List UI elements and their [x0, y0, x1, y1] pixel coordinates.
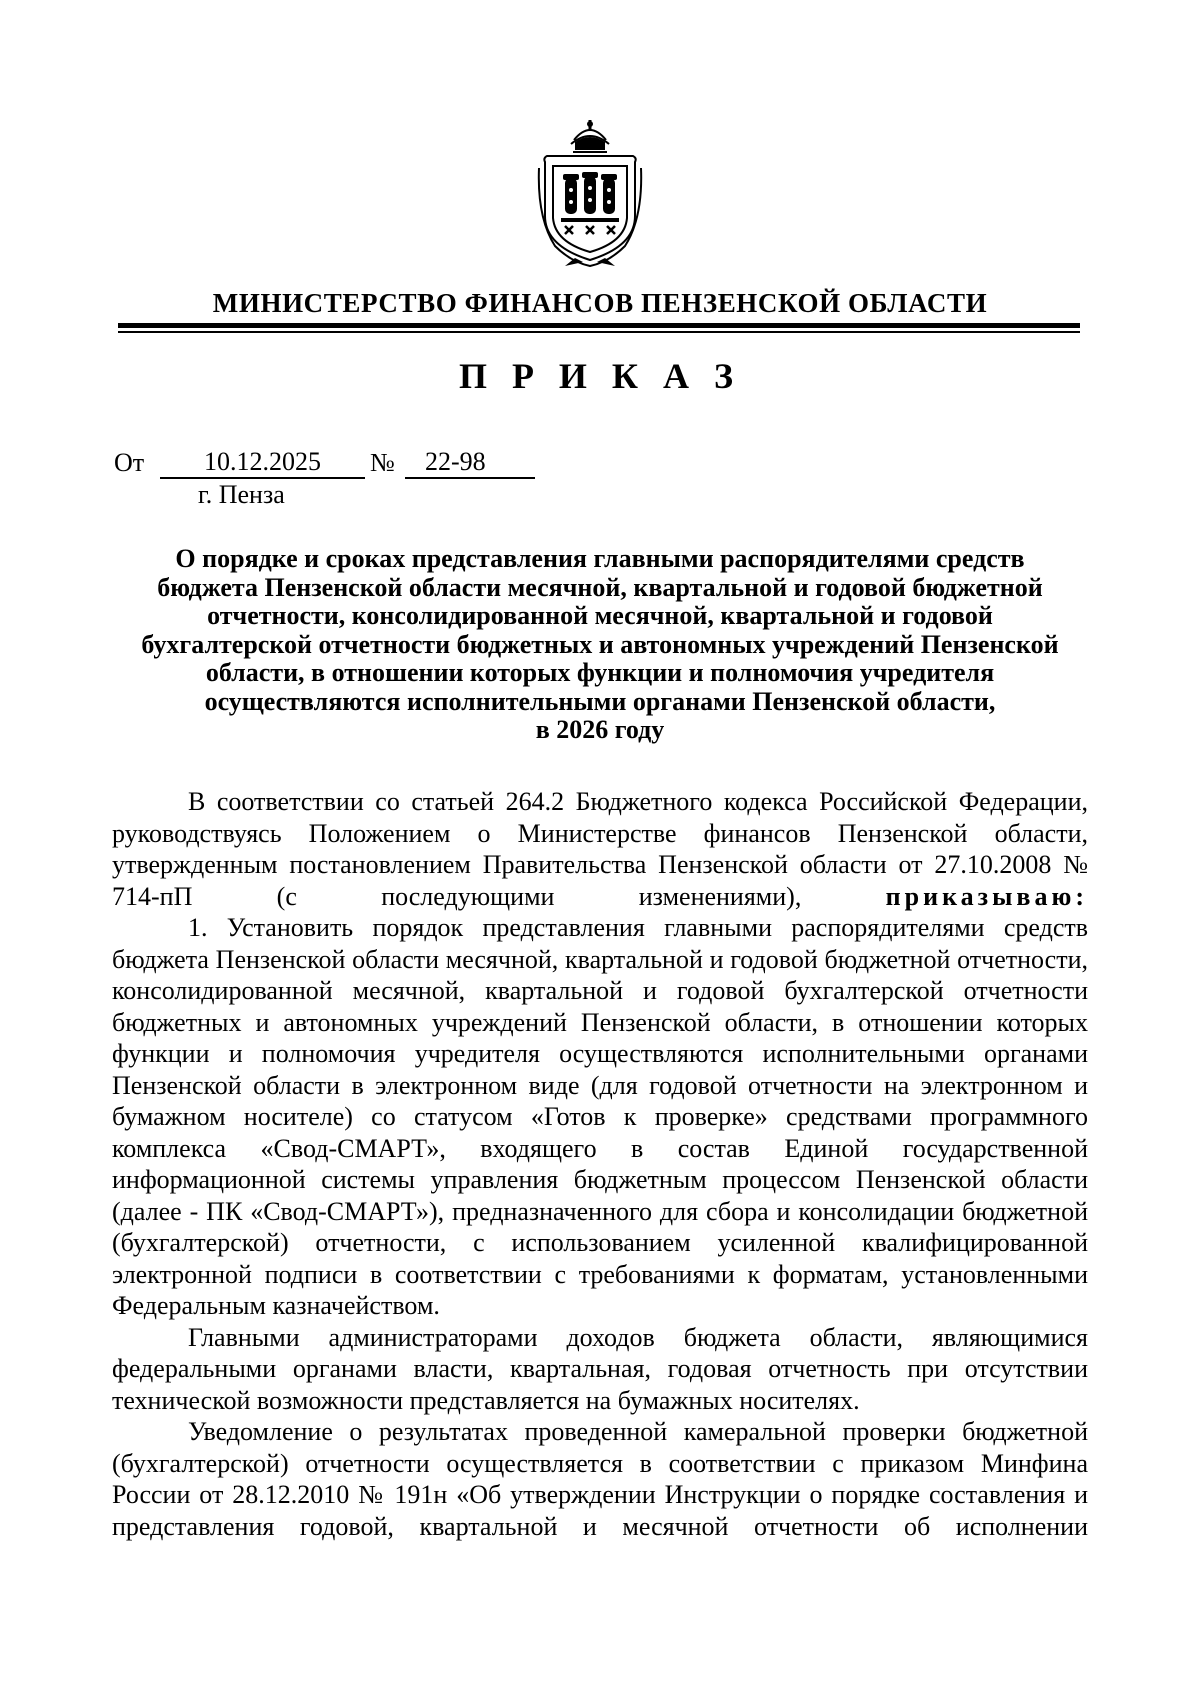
title-line: осуществляются исполнительными органами Пензенской области,	[204, 686, 996, 716]
notification-paragraph: Уведомление о результатах проведенной камеральной проверки бюджетной (бухгалтерской) отчетности осуществляется в соответствии с приказом Минфина России от 28.12.2010 № 191н «Об утверждении Инструкции о порядке составления и представления годовой, квартальной и месячной отчетности об исполнении	[112, 1417, 1088, 1541]
number-label: №	[370, 448, 395, 477]
header-rule-thick	[118, 323, 1080, 328]
title-line: отчетности, консолидированной месячной, квартальной и годовой	[207, 601, 993, 630]
order-body	[112, 786, 1088, 1542]
order-date: 10.12.2025	[160, 447, 365, 479]
title-line: бюджета Пензенской области месячной, квартальной и годовой бюджетной	[157, 572, 1043, 602]
coat-of-arms-emblem	[535, 118, 645, 268]
title-line: О порядке и сроках представления главными распорядителями средств	[175, 544, 1025, 573]
order-title	[112, 545, 1088, 745]
title-line: бухгалтерской отчетности бюджетных и автономных учреждений Пензенской	[141, 629, 1059, 659]
order-verb: приказываю:	[885, 881, 1088, 911]
ministry-name: МИНИСТЕРСТВО ФИНАНСОВ ПЕНЗЕНСКОЙ ОБЛАСТИ	[212, 288, 988, 318]
order-number: 22-98	[405, 447, 535, 479]
city-name: г. Пенза	[198, 480, 285, 509]
header-rule-thin	[118, 331, 1080, 333]
document-type-heading: П Р И К А З	[458, 356, 742, 396]
clause-1-paragraph: 1. Установить порядок представления главными распорядителями средств бюджета Пензенской области месячной, квартальной и годовой бюджетной отчетности, консолидированной месячной, квартальной и годовой бухгалтерской отчетности бюджетных и автономных учреждений Пензенской области, в отношении которых функции и полномочия учредителя осуществляются исполнительными органами Пензенской области в электронном виде (для годовой отчетности на электронном и бумажном носителе) со статусом «Готов к проверке» средствами программного комплекса «Свод-СМАРТ», входящего в состав Единой государственной информационной системы управления бюджетным процессом Пензенской области (далее - ПК «Свод-СМАРТ»), предназначенного для сбора и консолидации бюджетной (бухгалтерской) отчетности, с использованием усиленной квалифицированной электронной подписи в соответствии с требованиями к форматам, установленными Федеральным казначейством.	[112, 913, 1088, 1320]
date-from-label: От	[114, 448, 145, 477]
title-line: в 2026 году	[535, 715, 665, 744]
preamble-paragraph	[112, 786, 1088, 912]
federal-administrators-paragraph: Главными администраторами доходов бюджета области, являющимися федеральными органами власти, квартальная, годовая отчетность при отсутствии технической возможности представляется на бумажных носителях.	[112, 1322, 1088, 1415]
preamble-text: В соответствии со статьей 264.2 Бюджетного кодекса Российской Федерации, руководствуясь Положением о Министерстве финансов Пензенской области, утвержденным постановлением Правительства Пензенской области от 27.10.2008 № 714-пП (с последующими изменениями),	[112, 787, 1088, 911]
title-line: области, в отношении которых функции и полномочия учредителя	[205, 658, 995, 687]
